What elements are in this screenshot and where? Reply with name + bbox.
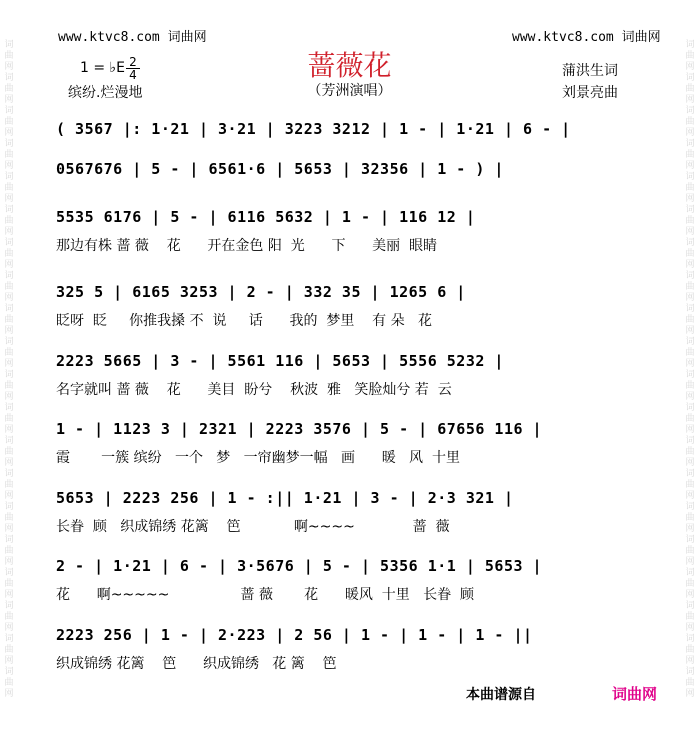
side-watermark-right: 词曲网词曲网词曲网词曲网词曲网词曲网词曲网词曲网词曲网词曲网词曲网词曲网词曲网词曲网词曲网词曲网词曲网词曲网词曲网词曲网 [685,40,695,699]
notation-line: 325 5 | 6165 3253 | 2 - | 332 35 | 1265 6 | [56,283,466,301]
source-note: 本曲谱源自 [466,687,536,703]
notation-line: 0567676 | 5 - | 6561·6 | 5653 | 32356 | 1 - ) | [56,160,504,178]
notation-line: 1 - | 1123 3 | 2321 | 2223 3576 | 5 - | 67656 116 | [56,420,543,438]
lyrics-line: 织成锦绣 花篱 笆 织成锦绣 花 篱 笆 [56,656,337,672]
meter-bottom: 4 [126,68,140,81]
lyrics-line: 霞 一簇 缤纷 一个 梦 一帘幽梦一幅 画 暖 风 十里 [56,450,460,466]
site-url-left[interactable]: www.ktvc8.com 词曲网 [58,30,207,45]
key-signature: 1 = ♭E [80,60,125,76]
lyrics-line: 眨呀 眨 你推我搡 不 说 话 我的 梦里 有 朵 花 [56,313,432,329]
notation-line: ( 3567 |: 1·21 | 3·21 | 3223 3212 | 1 - | 1·21 | 6 - | [56,120,571,138]
composer-credit: 刘景亮曲 [562,85,618,101]
notation-line: 2223 5665 | 3 - | 5561 116 | 5653 | 5556 5232 | [56,352,504,370]
meter-top: 2 [129,55,137,69]
site-logo[interactable]: 词曲网 [612,685,658,703]
lyrics-line: 那边有株 蔷 薇 花 开在金色 阳 光 下 美丽 眼睛 [56,238,438,254]
notation-line: 5653 | 2223 256 | 1 - :|| 1·21 | 3 - | 2·3 321 | [56,489,514,507]
performer-subtitle: （芳洲演唱） [307,83,392,99]
notation-line: 5535 6176 | 5 - | 6116 5632 | 1 - | 116 12 | [56,208,476,226]
song-title: 蔷薇花 [307,49,392,82]
time-signature [126,56,140,81]
lyrics-line: 名字就叫 蔷 薇 花 美目 盼兮 秋波 雅 笑脸灿兮 若 云 [56,382,452,398]
notation-line: 2223 256 | 1 - | 2·223 | 2 56 | 1 - | 1 - | 1 - || [56,626,533,644]
lyrics-line: 长眷 顾 织成锦绣 花篱 笆 啊~~~~ 蔷 薇 [56,519,450,535]
side-watermark-left: 词曲网词曲网词曲网词曲网词曲网词曲网词曲网词曲网词曲网词曲网词曲网词曲网词曲网词曲网词曲网词曲网词曲网词曲网词曲网词曲网 [4,40,14,699]
notation-line: 2 - | 1·21 | 6 - | 3·5676 | 5 - | 5356 1·1 | 5653 | [56,557,543,575]
lyricist-credit: 蒲洪生词 [562,63,618,79]
site-url-right[interactable]: www.ktvc8.com 词曲网 [512,30,661,45]
expression-marking: 缤纷.烂漫地 [68,85,143,101]
lyrics-line: 花 啊~~~~~ 蔷 薇 花 暖风 十里 长眷 顾 [56,587,475,603]
